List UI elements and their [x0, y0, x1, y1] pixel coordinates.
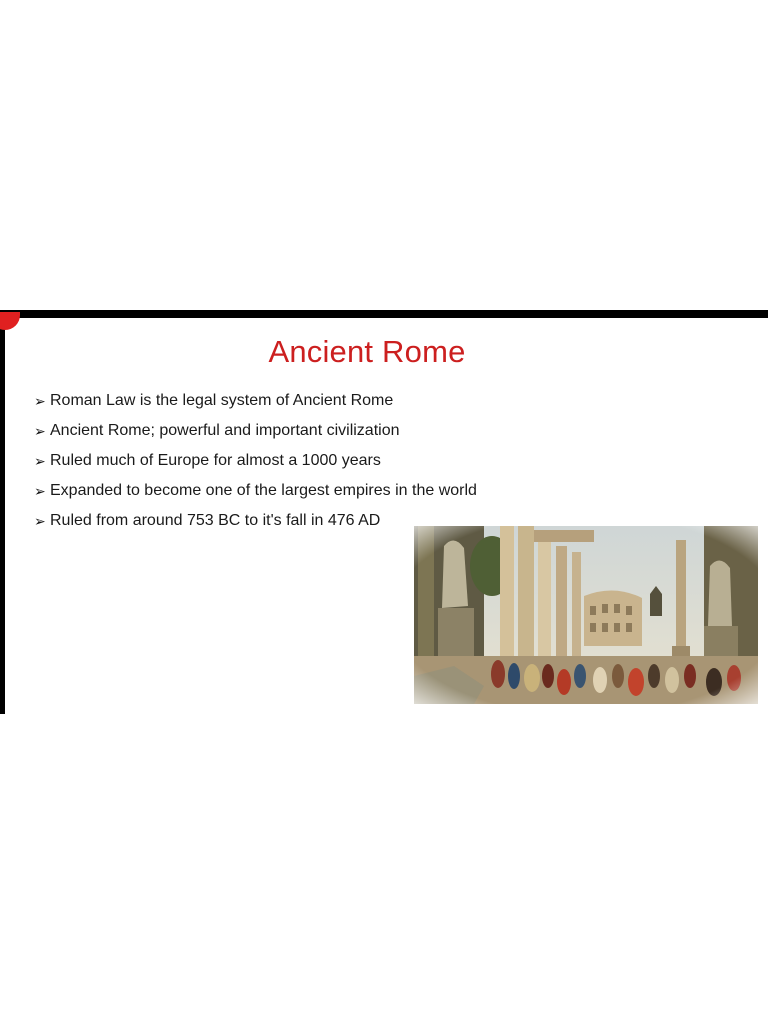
bullet-text: Ruled from around 753 BC to it's fall in 476 AD	[50, 512, 381, 529]
bullet-text: Ruled much of Europe for almost a 1000 years	[50, 452, 381, 469]
bullet-text: Roman Law is the legal system of Ancient Rome	[50, 392, 394, 409]
arrow-bullet-icon: ➢	[34, 422, 46, 439]
bullet-item	[34, 416, 477, 446]
bullet-item	[34, 386, 477, 416]
slide-left-border	[0, 310, 5, 714]
bullet-text: Ancient Rome; powerful and important civilization	[50, 422, 400, 439]
slide-top-border	[0, 310, 768, 318]
slide	[0, 310, 768, 714]
arrow-bullet-icon: ➢	[34, 392, 46, 409]
arrow-bullet-icon: ➢	[34, 452, 46, 469]
arrow-bullet-icon: ➢	[34, 482, 46, 499]
slide-title: Ancient Rome	[268, 334, 466, 369]
red-marker-icon	[0, 312, 20, 330]
ancient-rome-painting	[414, 526, 758, 704]
bullet-item	[34, 446, 477, 476]
bullet-list	[34, 386, 477, 536]
arrow-bullet-icon: ➢	[34, 512, 46, 529]
bullet-item	[34, 476, 477, 506]
bullet-text: Expanded to become one of the largest empires in the world	[50, 482, 477, 499]
bullet-item	[34, 506, 477, 536]
